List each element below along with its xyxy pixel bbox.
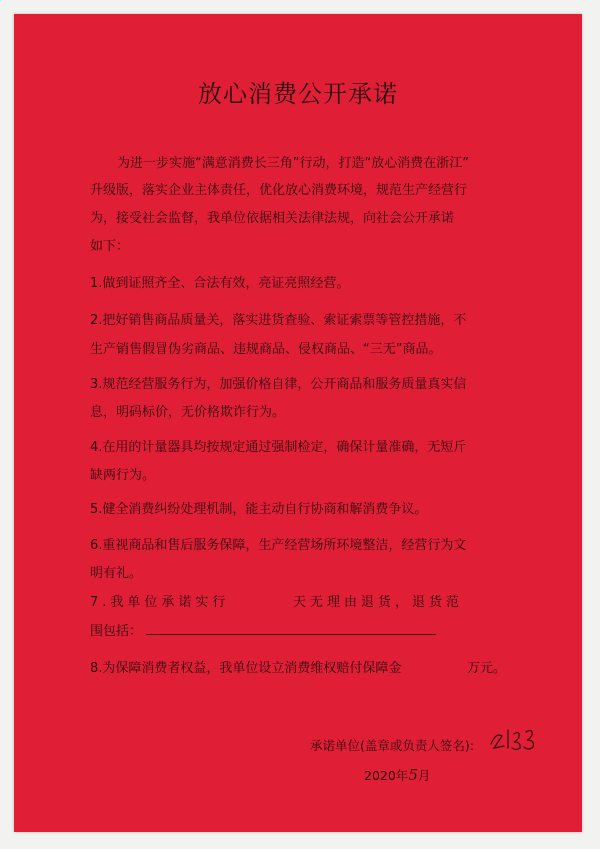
date-year: 2020年 [364,768,409,783]
signature-date [364,766,430,784]
commitment-item-7-part-1: 7.我单位承诺实行 [90,595,230,610]
commitment-item-4-line-1: 4.在用的计量器具均按规定通过强制检定，确保计量准确，无短斤 [90,440,467,455]
refund-scope-blank [146,634,436,635]
handwritten-signature [488,722,548,754]
commitment-item-7-part-2: 天无理由退货，退货范 [293,595,464,610]
document-title: 放心消费公开承诺 [198,80,398,108]
date-month-suffix: 月 [417,768,431,783]
commitment-item-1: 1.做到证照齐全、合法有效，亮证亮照经营。 [90,276,350,291]
intro-line-4: 如下： [90,239,130,254]
commitment-item-7-line-2: 围包括： [90,624,143,639]
commitment-item-2-line-2: 生产销售假冒伪劣商品、违规商品、侵权商品、“三无”商品。 [90,342,442,357]
date-month-handwritten: 5 [408,766,418,784]
commitment-item-5: 5.健全消费纠纷处理机制，能主动自行协商和解消费争议。 [90,502,428,517]
commitment-item-8-part-1: 8.为保障消费者权益，我单位设立消费维权赔付保障金 [90,661,402,676]
commitment-item-3-line-2: 息，明码标价，无价格欺诈行为。 [90,405,286,420]
commitment-item-6-line-2: 明有礼。 [90,566,143,581]
intro-line-3: 为，接受社会监督，我单位依据相关法律法规，向社会公开承诺 [90,211,455,226]
commitment-item-8-part-2: 万元。 [467,661,507,676]
commitment-item-6-line-1: 6.重视商品和售后服务保障，生产经营场所环境整洁，经营行为文 [90,538,467,553]
commitment-item-3-line-1: 3.规范经营服务行为，加强价格自律，公开商品和服务质量真实信 [90,377,467,392]
intro-line-1: 为进一步实施“满意消费长三角”行动，打造“放心消费在浙江” [117,156,469,171]
commitment-document [14,14,582,832]
signature-label: 承诺单位(盖章或负责人签名): [310,738,474,753]
commitment-item-2-line-1: 2.把好销售商品质量关，落实进货查验、索证索票等管控措施，不 [90,313,467,328]
commitment-item-4-line-2: 缺两行为。 [90,468,156,483]
intro-line-2: 升级版，落实企业主体责任，优化放心消费环境，规范生产经营行 [90,183,468,198]
